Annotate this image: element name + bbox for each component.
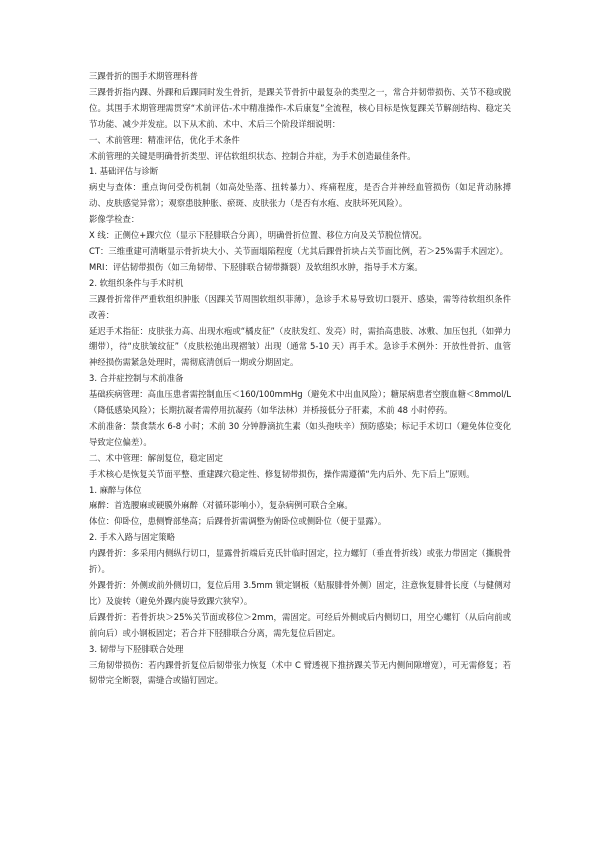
paragraph: 延迟手术指征：皮肤张力高、出现水疱或“橘皮征”（皮肤发红、发亮）时，需抬高患肢、冰敷、加压包扎（如弹力绷带），待“皮肤皱纹征”（皮肤松弛出现褶皱）出现（通常 5-10 天）再手术。急诊手术例外：开放性骨折、血管神经损伤需紧急处理时，需彻底清创后一期或分期固定。 <box>89 325 511 368</box>
subsection-heading: 1. 基础评估与诊断 <box>89 166 159 177</box>
paragraph: 影像学检查： <box>89 214 140 225</box>
paragraph: 三角韧带损伤：若内踝骨折复位后韧带张力恢复（术中 C 臂透视下推挤踝关节无内侧间隙增宽），可无需修复；若韧带完全断裂，需缝合或锚钉固定。 <box>89 659 511 686</box>
paragraph: 体位：仰卧位，患侧臀部垫高；后踝骨折需调整为俯卧位或侧卧位（便于显露）。 <box>89 516 387 527</box>
document-page <box>89 69 511 689</box>
intro-paragraph: 三踝骨折指内踝、外踝和后踝同时发生骨折，是踝关节骨折中最复杂的类型之一，常合并韧带损伤、关节不稳或脱位。其围手术期管理需贯穿“术前评估-术中精准操作-术后康复”全流程，核心目标是恢复踝关节解剖结构、稳定关节功能、减少并发症。以下从术前、术中、术后三个阶段详细说明： <box>89 86 511 129</box>
paragraph: 三踝骨折常伴严重软组织肿胀（因踝关节周围软组织菲薄），急诊手术易导致切口裂开、感染，需等待软组织条件改善： <box>89 293 511 320</box>
paragraph: X 线：正侧位+踝穴位（显示下胫腓联合分离），明确骨折位置、移位方向及关节脱位情况。 <box>89 230 427 241</box>
subsection-heading: 2. 手术入路与固定策略 <box>89 532 176 543</box>
subsection-heading: 3. 韧带与下胫腓联合处理 <box>89 643 184 654</box>
document-body <box>89 85 511 689</box>
section-heading: 二、术中管理：解剖复位，稳定固定 <box>89 452 223 463</box>
subsection-heading: 1. 麻醉与体位 <box>89 484 142 495</box>
paragraph: 病史与查体：重点询问受伤机制（如高处坠落、扭转暴力）、疼痛程度，是否合并神经血管损伤（如足背动脉搏动、皮肤感觉异常）；观察患肢肿胀、瘀斑、皮肤张力（是否有水疱、皮肤坏死风险）。 <box>89 182 511 209</box>
paragraph: 后踝骨折：若骨折块＞25%关节面或移位＞2mm，需固定。可经后外侧或后内侧切口，用空心螺钉（从后向前或前向后）或小钢板固定；若合并下胫腓联合分离，需先复位后固定。 <box>89 611 511 638</box>
document-title: 三踝骨折的围手术期管理科普 <box>89 71 198 81</box>
subsection-heading: 3. 合并症控制与术前准备 <box>89 373 184 384</box>
paragraph: 外踝骨折：外侧或前外侧切口，复位后用 3.5mm 锁定钢板（贴服腓骨外侧）固定，注意恢复腓骨长度（与健侧对比）及旋转（避免外踝内旋导致踝穴狭窄）。 <box>89 580 511 606</box>
paragraph: 术前管理的关键是明确骨折类型、评估软组织状态、控制合并症，为手术创造最佳条件。 <box>89 150 416 161</box>
paragraph: MRI：评估韧带损伤（如三角韧带、下胫腓联合韧带撕裂）及软组织水肿，指导手术方案。 <box>89 261 423 272</box>
paragraph: 麻醉：首选腰麻或硬膜外麻醉（对循环影响小），复杂病例可联合全麻。 <box>89 500 353 511</box>
section-heading: 一、术前管理：精准评估，优化手术条件 <box>89 134 240 145</box>
paragraph: 手术核心是恢复关节面平整、重建踝穴稳定性、修复韧带损伤，操作需遵循“先内后外、先下后上”原则。 <box>89 468 475 479</box>
paragraph: 术前准备：禁食禁水 6-8 小时；术前 30 分钟静滴抗生素（如头孢呋辛）预防感染；标记手术切口（避免体位变化导致定位偏差）。 <box>89 420 511 447</box>
paragraph: CT：三维重建可清晰显示骨折块大小、关节面塌陷程度（尤其后踝骨折块占关节面比例，若＞25%需手术固定）。 <box>89 245 509 256</box>
subsection-heading: 2. 软组织条件与手术时机 <box>89 277 184 288</box>
paragraph: 内踝骨折：多采用内侧纵行切口，显露骨折端后克氏针临时固定，拉力螺钉（垂直骨折线）或张力带固定（撕脱骨折）。 <box>89 548 511 575</box>
paragraph: 基础疾病管理：高血压患者需控制血压＜160/100mmHg（避免术中出血风险）；糖尿病患者空腹血糖＜8mmol/L（降低感染风险）；长期抗凝者需停用抗凝药（如华法林）并桥接低分子肝素，术前 48 小时停药。 <box>89 389 511 416</box>
